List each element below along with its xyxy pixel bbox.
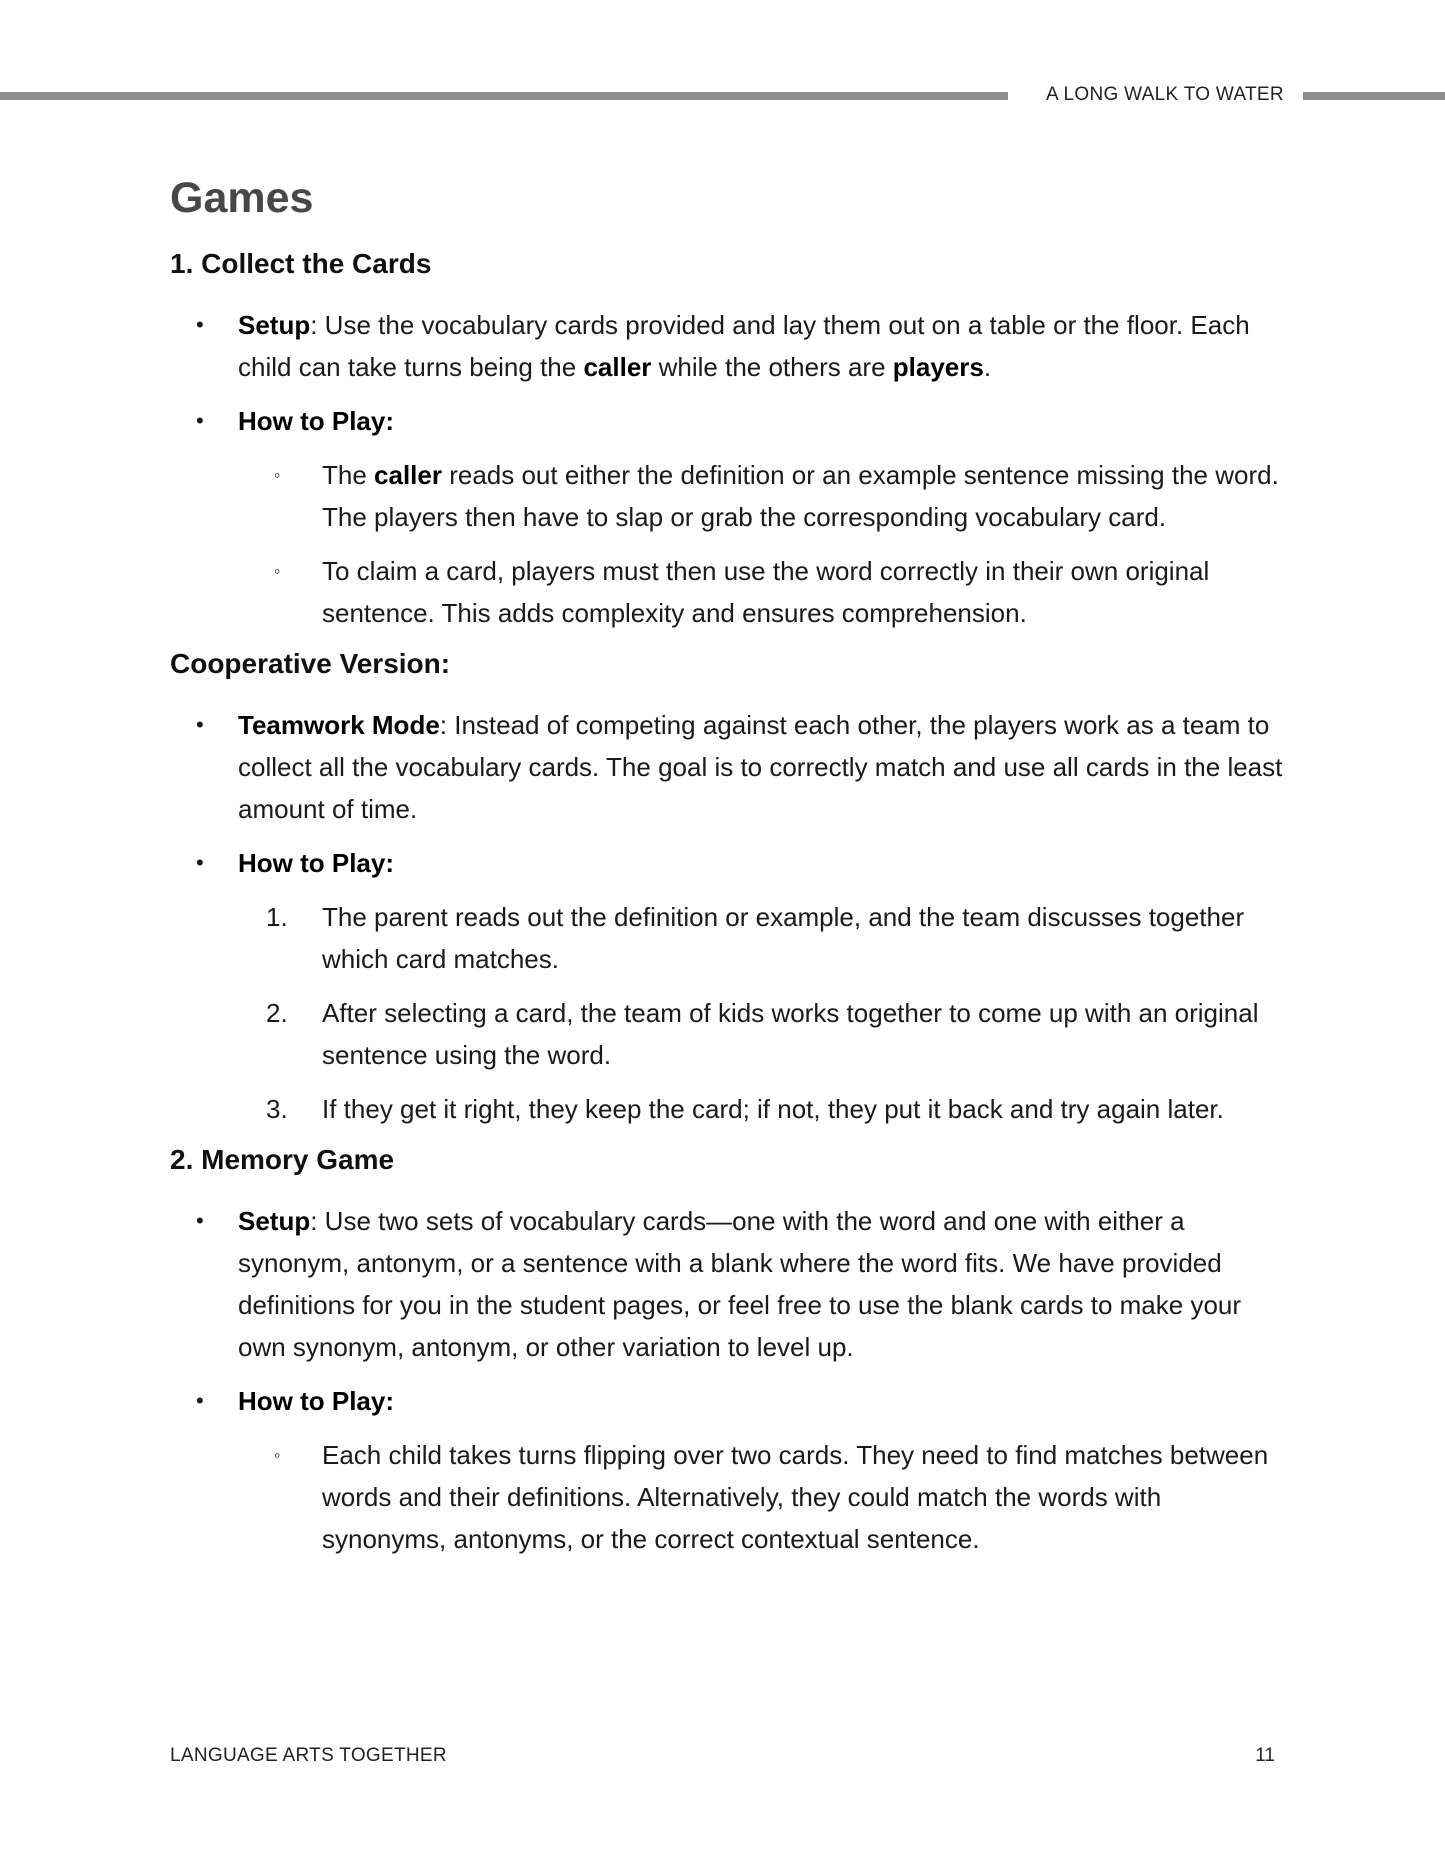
caller-term: caller — [583, 352, 652, 382]
item-text: To claim a card, players must then use the word correctly in their own original sentence. This adds complexity and ensures comprehension. — [322, 556, 1210, 628]
how-to-play-label: How to Play: — [238, 1386, 395, 1416]
bullet-icon: • — [196, 1208, 204, 1233]
step-item — [236, 992, 1290, 1076]
list-item-teamwork — [170, 704, 1290, 830]
step-text: If they get it right, they keep the card; if not, they put it back and try again later. — [322, 1094, 1224, 1124]
running-head: A LONG WALK TO WATER — [1046, 84, 1284, 105]
list-item-how-to-play — [170, 400, 1290, 634]
page-title: Games — [170, 174, 314, 222]
list-item-how-to-play — [170, 842, 1290, 1130]
setup-text-b: while the others are — [651, 352, 893, 382]
how-to-play-sublist — [238, 1434, 1290, 1560]
setup-text-c: . — [983, 352, 992, 382]
collect-cards-list — [170, 304, 1290, 634]
sublist-item — [236, 1434, 1290, 1560]
item-text: Each child takes turns flipping over two cards. They need to find matches between words and their definitions. Alternatively, they could match the words with synonyms, antonyms, or the correct contextual sentence. — [322, 1440, 1269, 1554]
how-to-play-sublist — [238, 454, 1290, 634]
bullet-icon: • — [196, 850, 204, 875]
bullet-icon: • — [196, 1388, 204, 1413]
step-number: 1. — [266, 902, 288, 932]
how-to-play-label: How to Play: — [238, 848, 395, 878]
step-number: 2. — [266, 998, 288, 1028]
caller-term: caller — [374, 460, 442, 490]
section-heading-memory-game: 2. Memory Game — [170, 1144, 395, 1175]
setup-label: Setup — [238, 1206, 311, 1236]
section-heading-collect-cards: 1. Collect the Cards — [170, 248, 432, 279]
page-content — [170, 172, 1290, 1572]
header-rule-left — [0, 92, 1008, 100]
page-number: 11 — [1255, 1745, 1275, 1766]
footer-book-title: LANGUAGE ARTS TOGETHER — [170, 1745, 447, 1766]
bullet-icon: • — [196, 312, 204, 337]
cooperative-list — [170, 704, 1290, 1130]
section-heading-cooperative: Cooperative Version: — [170, 648, 451, 679]
sublist-item — [236, 550, 1290, 634]
item-text-pre: The — [322, 460, 375, 490]
players-term: players — [892, 352, 984, 382]
hollow-bullet-icon: ◦ — [274, 465, 281, 485]
step-number: 3. — [266, 1094, 288, 1124]
bullet-icon: • — [196, 712, 204, 737]
step-text: The parent reads out the definition or example, and the team discusses together which card matches. — [322, 902, 1245, 974]
teamwork-text: : Instead of competing against each other, the players work as a team to collect all the vocabulary cards. The goal is to correctly match and use all cards in the least amount of time. — [238, 710, 1283, 824]
hollow-bullet-icon: ◦ — [274, 561, 281, 581]
step-item — [236, 896, 1290, 980]
steps-list — [238, 896, 1290, 1130]
memory-game-list — [170, 1200, 1290, 1560]
step-item — [236, 1088, 1290, 1130]
teamwork-label: Teamwork Mode — [238, 710, 440, 740]
list-item-setup — [170, 1200, 1290, 1368]
list-item-how-to-play — [170, 1380, 1290, 1560]
setup-text-a: : Use the vocabulary cards provided and lay them out on a table or the floor. Each child can take turns being the — [238, 310, 1250, 382]
sublist-item — [236, 454, 1290, 538]
step-text: After selecting a card, the team of kids works together to come up with an original sentence using the word. — [322, 998, 1259, 1070]
bullet-icon: • — [196, 408, 204, 433]
header-rule-right — [1303, 92, 1445, 100]
hollow-bullet-icon: ◦ — [274, 1445, 281, 1465]
how-to-play-label: How to Play: — [238, 406, 395, 436]
list-item-setup — [170, 304, 1290, 388]
setup-label: Setup — [238, 310, 311, 340]
item-text-post: reads out either the definition or an example sentence missing the word. The players then have to slap or grab the corresponding vocabulary card. — [322, 460, 1279, 532]
setup-text: : Use two sets of vocabulary cards—one with the word and one with either a synonym, antonym, or a sentence with a blank where the word fits. We have provided definitions for you in the student pages, or feel free to use the blank cards to make your own synonym, antonym, or other variation to level up. — [238, 1206, 1242, 1362]
